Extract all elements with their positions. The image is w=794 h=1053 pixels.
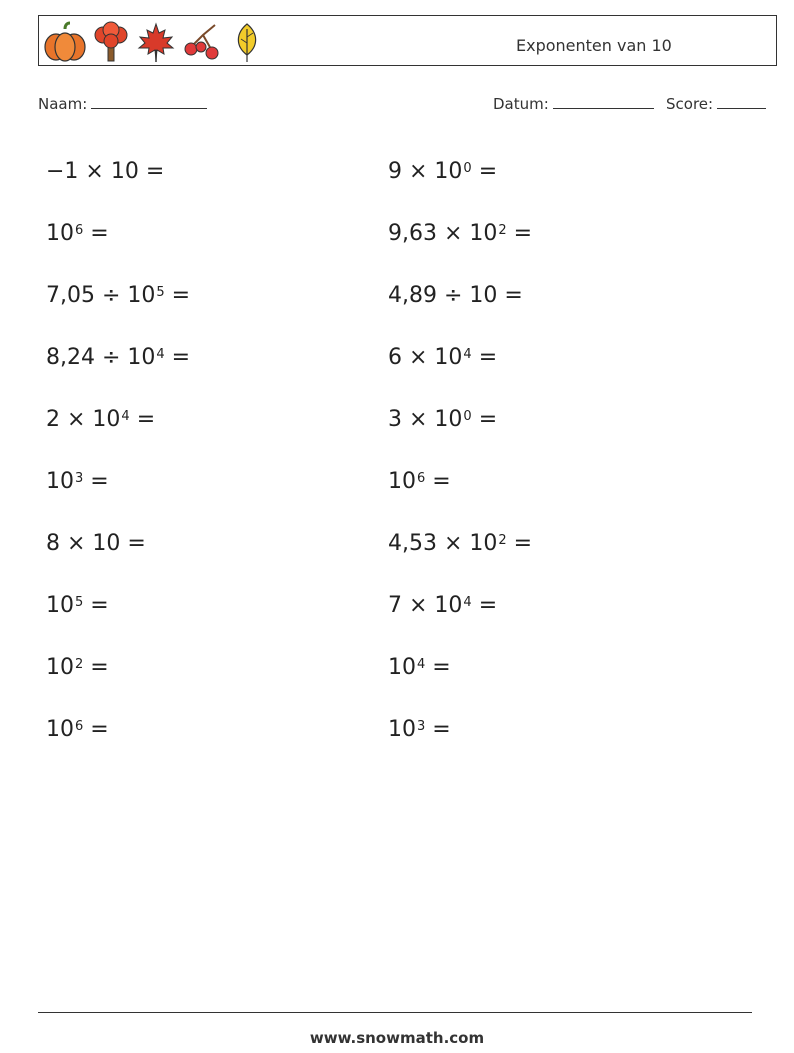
problem-base: −1 × 10	[46, 158, 139, 184]
problem-base: 10	[46, 468, 74, 494]
problem-item	[46, 388, 190, 450]
problem-equals: =	[164, 344, 191, 370]
problem-item	[388, 450, 532, 512]
date-label: Datum:	[493, 95, 549, 113]
problem-exponent: 3	[75, 470, 84, 486]
problem-equals: =	[164, 282, 191, 308]
problem-equals: =	[120, 530, 146, 556]
problem-equals: =	[83, 716, 109, 742]
problem-base: 10	[46, 716, 74, 742]
problem-equals: =	[425, 468, 451, 494]
problem-equals: =	[497, 282, 523, 308]
problem-equals: =	[83, 220, 109, 246]
problem-base: 2 × 10	[46, 406, 121, 432]
problem-item	[388, 202, 532, 264]
problem-base: 4,53 × 10	[388, 530, 498, 556]
date-blank-line[interactable]	[553, 93, 654, 109]
problem-exponent: 5	[75, 594, 84, 610]
problem-equals: =	[83, 654, 109, 680]
problem-equals: =	[425, 654, 451, 680]
problem-item	[46, 202, 190, 264]
problem-base: 10	[46, 592, 74, 618]
problem-column-left	[46, 140, 190, 760]
problem-exponent: 2	[75, 656, 84, 672]
problem-equals: =	[471, 406, 498, 432]
problem-exponent: 6	[75, 222, 84, 238]
problem-base: 10	[388, 716, 416, 742]
problem-base: 8,24 ÷ 10	[46, 344, 156, 370]
score-label: Score:	[666, 95, 714, 113]
problem-item	[46, 140, 190, 202]
problem-equals: =	[425, 716, 451, 742]
problem-equals: =	[471, 158, 498, 184]
maple-leaf-icon	[135, 21, 177, 63]
problem-exponent: 5	[156, 284, 165, 300]
problem-base: 10	[388, 468, 416, 494]
problem-equals: =	[138, 158, 165, 184]
footer-divider	[38, 1012, 752, 1013]
problem-exponent: 4	[463, 346, 472, 362]
problem-equals: =	[471, 592, 498, 618]
problem-item	[46, 450, 190, 512]
yellow-leaf-icon	[227, 21, 267, 63]
problem-base: 10	[388, 654, 416, 680]
problem-exponent: 0	[463, 160, 472, 176]
problem-exponent: 0	[463, 408, 472, 424]
worksheet-title: Exponenten van 10	[516, 36, 672, 55]
problem-item	[388, 512, 532, 574]
problem-exponent: 2	[498, 532, 507, 548]
problem-item	[46, 264, 190, 326]
problem-base: 9 × 10	[388, 158, 463, 184]
pumpkin-icon	[43, 21, 87, 63]
problem-item	[46, 326, 190, 388]
problem-base: 3 × 10	[388, 406, 463, 432]
problem-base: 7 × 10	[388, 592, 463, 618]
name-label: Naam:	[38, 95, 88, 113]
name-field[interactable]	[38, 93, 207, 113]
problem-equals: =	[471, 344, 498, 370]
problem-item	[388, 388, 532, 450]
icon-strip	[43, 21, 267, 63]
problem-item	[388, 140, 532, 202]
date-field[interactable]	[493, 93, 654, 113]
berries-icon	[181, 21, 223, 63]
problem-item	[388, 264, 532, 326]
problem-exponent: 4	[463, 594, 472, 610]
problem-item	[46, 636, 190, 698]
score-field[interactable]	[666, 93, 766, 113]
problem-item	[388, 698, 532, 760]
problem-exponent: 4	[121, 408, 130, 424]
problem-base: 4,89 ÷ 10	[388, 282, 498, 308]
problem-column-right	[388, 140, 532, 760]
problem-base: 9,63 × 10	[388, 220, 498, 246]
problem-exponent: 6	[417, 470, 426, 486]
problem-item	[388, 574, 532, 636]
score-blank-line[interactable]	[717, 93, 766, 109]
problem-item	[46, 574, 190, 636]
problem-equals: =	[506, 220, 533, 246]
problem-exponent: 6	[75, 718, 84, 734]
problem-equals: =	[506, 530, 533, 556]
problem-equals: =	[129, 406, 156, 432]
header-box	[38, 15, 777, 66]
problem-exponent: 2	[498, 222, 507, 238]
problem-exponent: 3	[417, 718, 426, 734]
problem-equals: =	[83, 592, 109, 618]
name-blank-line[interactable]	[91, 93, 207, 109]
problem-exponent: 4	[417, 656, 426, 672]
problem-item	[46, 698, 190, 760]
problem-base: 10	[46, 654, 74, 680]
problem-exponent: 4	[156, 346, 165, 362]
tree-icon	[91, 21, 131, 63]
problem-base: 7,05 ÷ 10	[46, 282, 156, 308]
problem-item	[46, 512, 190, 574]
footer-url: www.snowmath.com	[309, 1029, 485, 1047]
problem-item	[388, 326, 532, 388]
problem-base: 10	[46, 220, 74, 246]
problem-item	[388, 636, 532, 698]
problem-base: 8 × 10	[46, 530, 121, 556]
problem-base: 6 × 10	[388, 344, 463, 370]
problem-equals: =	[83, 468, 109, 494]
